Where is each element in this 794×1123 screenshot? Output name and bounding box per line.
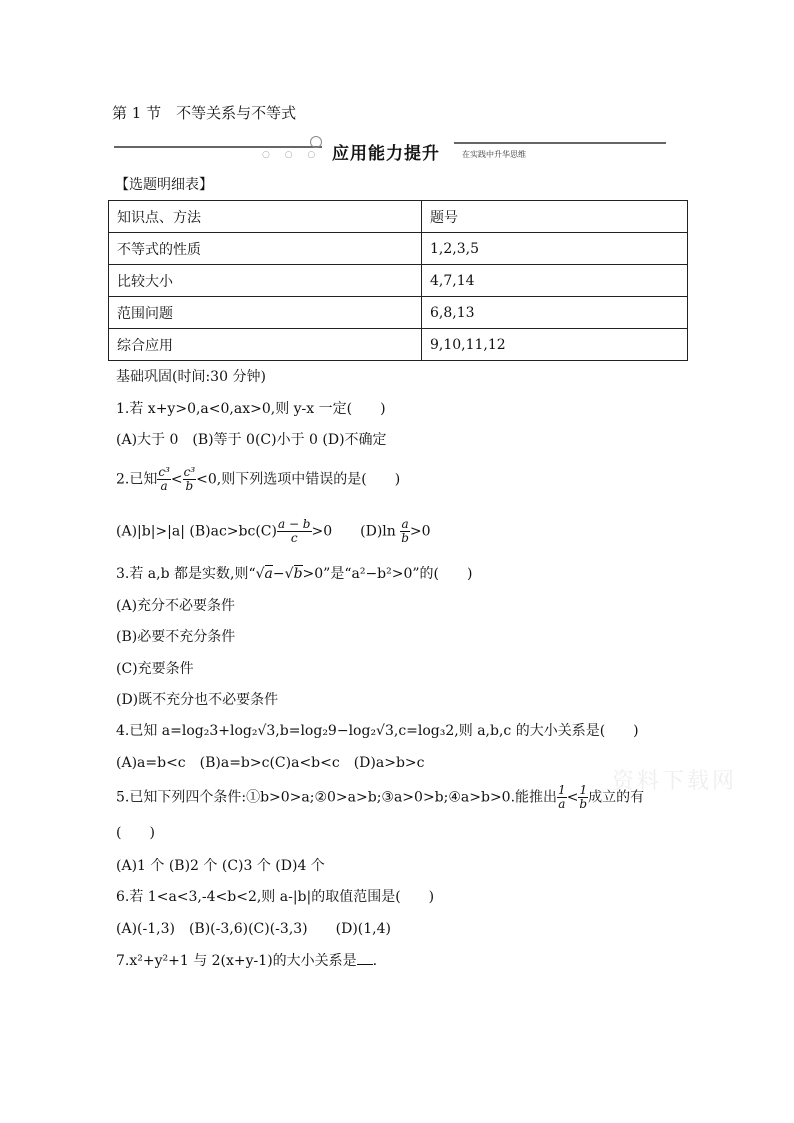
q5-fraction-2 xyxy=(578,784,588,811)
q2-opt-ab: (A)|b|>|a| (B)ac>bc(C) xyxy=(116,523,277,540)
q1-stem: 1.若 x+y>0,a<0,ax>0,则 y-x 一定( ) xyxy=(116,401,386,417)
q5-suffix: 成立的有 xyxy=(588,789,645,806)
banner-title: 应用能力提升 xyxy=(332,144,440,164)
table-row xyxy=(109,297,688,329)
q3-sqrt-a: a xyxy=(264,566,273,582)
q2-stem xyxy=(116,466,400,493)
table-cell: 比较大小 xyxy=(109,265,422,297)
q2-opt-c-den: c xyxy=(290,531,298,545)
q2-opt-d-tail: >0 xyxy=(409,523,431,540)
banner-left-rule xyxy=(114,146,322,148)
q2-opt-c-num: a − b xyxy=(277,517,311,531)
q5-stem xyxy=(116,784,644,811)
q2-opt-d-fraction xyxy=(400,518,410,545)
q2-f2-den: b xyxy=(185,479,194,493)
banner-subtitle: 在实践中升华思维 xyxy=(462,150,526,159)
table-row xyxy=(109,233,688,265)
q5-fraction-1 xyxy=(557,784,567,811)
basic-heading: 基础巩固(时间:30 分钟) xyxy=(116,369,266,385)
q2-f1-den: a xyxy=(160,479,168,493)
q5-options: (A)1 个 (B)2 个 (C)3 个 (D)4 个 xyxy=(116,858,325,874)
table-row xyxy=(109,265,688,297)
q7-answer-blank xyxy=(357,964,373,965)
table-cell: 不等式的性质 xyxy=(109,233,422,265)
q5-lt: < xyxy=(566,789,579,806)
table-header-row xyxy=(109,201,688,233)
q3-minus: − xyxy=(272,566,285,582)
q2-f1-num: c³ xyxy=(158,465,170,479)
q5-f1-num: 1 xyxy=(558,783,566,797)
q5-paren: ( ) xyxy=(116,825,155,841)
q7-end: . xyxy=(372,953,378,969)
q5-prefix: 5.已知下列四个条件:①b>0>a;②0>a>b;③a>0>b;④a>b>0.能推出 xyxy=(116,789,558,806)
q3-suffix: >0”是“a²−b²>0”的( ) xyxy=(302,566,473,582)
q2-prefix: 2.已知 xyxy=(116,471,158,488)
q3-option: (A)充分不必要条件 xyxy=(116,598,236,614)
q3-prefix: 3.若 a,b 都是实数,则“ xyxy=(116,566,256,582)
table-cell: 4,7,14 xyxy=(422,265,688,297)
q2-fraction-2 xyxy=(183,466,197,493)
table-header-cell: 题号 xyxy=(422,201,688,233)
q2-lt: < xyxy=(170,471,183,488)
table-header-cell: 知识点、方法 xyxy=(109,201,422,233)
q4-stem: 4.已知 a=log₂3+log₂√3,b=log₂9−log₂√3,c=log₃2,则 a,b,c 的大小关系是( ) xyxy=(116,723,639,739)
q2-f2-num: c³ xyxy=(183,465,196,479)
q6-options: (A)(-1,3) (B)(-3,6)(C)(-3,3) (D)(1,4) xyxy=(116,921,391,937)
table-cell: 9,10,11,12 xyxy=(422,329,688,361)
topic-table xyxy=(108,200,688,361)
table-caption: 【选题明细表】 xyxy=(115,177,213,193)
q5-f1-den: a xyxy=(558,797,566,811)
q7-text: 7.x²+y²+1 与 2(x+y-1)的大小关系是 xyxy=(116,953,357,969)
q2-opt-c-tail: >0 (D)ln xyxy=(311,523,396,540)
q2-opt-d-den: b xyxy=(401,531,409,545)
q2-opt-d-num: a xyxy=(401,517,409,531)
table-row xyxy=(109,329,688,361)
q2-fraction-1 xyxy=(157,466,171,493)
banner-circle-icon xyxy=(310,136,322,148)
table-cell: 范围问题 xyxy=(109,297,422,329)
section-title: 第 1 节 不等关系与不等式 xyxy=(112,104,297,122)
q3-stem: 3.若 a,b 都是实数,则“√a−√b>0”是“a²−b²>0”的( ) xyxy=(116,566,473,582)
banner-right-rule xyxy=(454,142,666,144)
q2-options xyxy=(116,518,431,545)
q3-option: (D)既不充分也不必要条件 xyxy=(116,692,279,708)
q5-f2-num: 1 xyxy=(579,783,588,797)
q3-sqrt-b: b xyxy=(293,566,303,582)
banner-dots: ○ ○ ○ xyxy=(262,150,322,160)
q3-option: (B)必要不充分条件 xyxy=(116,629,236,645)
table-cell: 6,8,13 xyxy=(422,297,688,329)
table-cell: 1,2,3,5 xyxy=(422,233,688,265)
q6-stem: 6.若 1<a<3,-4<b<2,则 a-|b|的取值范围是( ) xyxy=(116,889,435,905)
q4-options: (A)a=b<c (B)a=b>c(C)a<b<c (D)a>b>c xyxy=(116,755,425,771)
q5-f2-den: b xyxy=(579,797,588,811)
q2-opt-c-fraction xyxy=(277,518,312,545)
watermark: 资料下载网 xyxy=(612,769,738,794)
q2-suffix: <0,则下列选项中错误的是( ) xyxy=(196,471,401,488)
table-cell: 综合应用 xyxy=(109,329,422,361)
q3-option: (C)充要条件 xyxy=(116,661,194,677)
q1-options: (A)大于 0 (B)等于 0(C)小于 0 (D)不确定 xyxy=(116,432,387,448)
q7-stem xyxy=(116,950,377,970)
